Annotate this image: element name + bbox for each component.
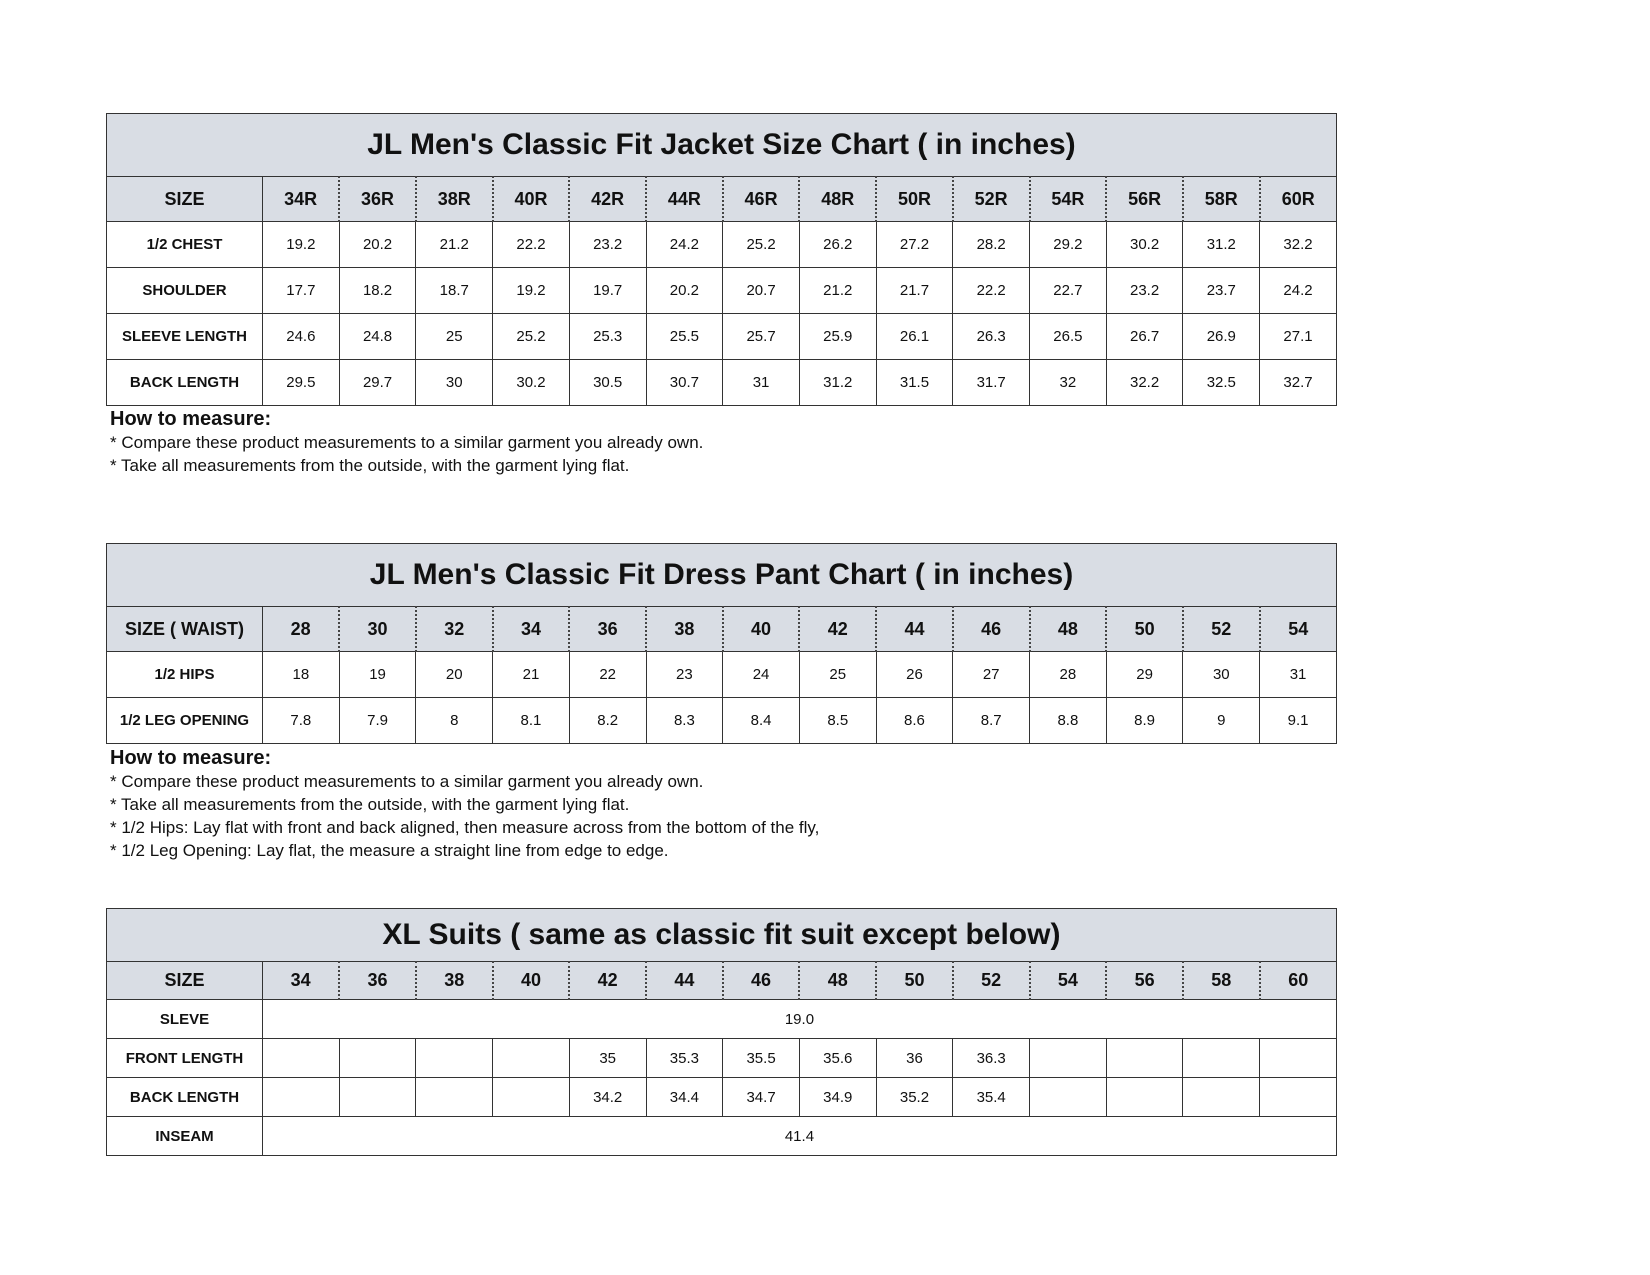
value-cell: 22.2	[493, 222, 570, 268]
value-cell: 32.7	[1260, 360, 1337, 406]
value-cell: 27.2	[876, 222, 953, 268]
value-cell: 36	[876, 1039, 953, 1078]
size-header-cell: 46	[723, 962, 800, 1000]
size-header-cell: 36	[569, 607, 646, 652]
jacket-size-table	[106, 113, 1337, 406]
size-header-cell: 30	[339, 607, 416, 652]
pant-size-table	[106, 543, 1337, 744]
value-cell	[1106, 1078, 1183, 1117]
row-label: BACK LENGTH	[107, 1078, 263, 1117]
size-header-cell: 34R	[263, 177, 340, 222]
value-cell	[1030, 1039, 1107, 1078]
value-cell: 27.1	[1260, 314, 1337, 360]
value-cell: 35.6	[799, 1039, 876, 1078]
value-cell: 30.7	[646, 360, 723, 406]
size-header-cell: 28	[263, 607, 340, 652]
notes-heading: How to measure:	[110, 747, 272, 769]
value-cell: 27	[953, 652, 1030, 698]
row-label: SHOULDER	[107, 268, 263, 314]
value-cell: 22.2	[953, 268, 1030, 314]
value-cell: 32	[1030, 360, 1107, 406]
value-cell: 9.1	[1260, 698, 1337, 744]
value-cell: 20.7	[723, 268, 800, 314]
value-cell: 8.5	[799, 698, 876, 744]
size-header-cell: 46R	[723, 177, 800, 222]
table-row	[107, 360, 1337, 406]
value-cell: 35	[569, 1039, 646, 1078]
value-cell: 31.7	[953, 360, 1030, 406]
value-cell: 20.2	[339, 222, 416, 268]
value-cell: 24	[723, 652, 800, 698]
size-header-cell: 50	[876, 962, 953, 1000]
pant-measure-notes	[110, 746, 819, 862]
pant-table-title: JL Men's Classic Fit Dress Pant Chart ( in inches)	[107, 544, 1337, 607]
value-cell: 26.3	[953, 314, 1030, 360]
size-header-cell: 48R	[799, 177, 876, 222]
size-header-cell: 52R	[953, 177, 1030, 222]
size-header-cell: 40	[723, 607, 800, 652]
value-cell: 29.2	[1030, 222, 1107, 268]
value-cell: 32.2	[1260, 222, 1337, 268]
value-cell: 24.2	[646, 222, 723, 268]
value-cell: 30	[1183, 652, 1260, 698]
value-cell: 7.9	[339, 698, 416, 744]
value-cell	[1260, 1039, 1337, 1078]
value-cell: 19	[339, 652, 416, 698]
value-cell: 19.2	[263, 222, 340, 268]
size-header-cell: 48	[1030, 607, 1107, 652]
table-row	[107, 1078, 1337, 1117]
value-cell: 30.5	[569, 360, 646, 406]
value-cell: 25.3	[569, 314, 646, 360]
value-cell: 28.2	[953, 222, 1030, 268]
value-cell: 9	[1183, 698, 1260, 744]
size-header-cell: 52	[1183, 607, 1260, 652]
size-header-cell: 48	[799, 962, 876, 1000]
jacket-measure-notes	[110, 407, 703, 477]
notes-heading: How to measure:	[110, 408, 272, 430]
size-header-cell: 44	[646, 962, 723, 1000]
value-cell: 30.2	[1106, 222, 1183, 268]
xl-size-header: SIZE	[107, 962, 263, 1000]
jacket-table-title: JL Men's Classic Fit Jacket Size Chart ( in inches)	[107, 114, 1337, 177]
value-cell: 31.5	[876, 360, 953, 406]
size-header-cell: 34	[493, 607, 570, 652]
value-cell: 34.7	[723, 1078, 800, 1117]
table-row	[107, 698, 1337, 744]
note-line: * 1/2 Hips: Lay flat with front and back aligned, then measure across from the bottom of the fly,	[110, 818, 820, 837]
value-cell	[1183, 1039, 1260, 1078]
note-line: * Take all measurements from the outside, with the garment lying flat.	[110, 795, 630, 814]
table-row	[107, 222, 1337, 268]
value-cell: 19.2	[493, 268, 570, 314]
size-header-cell: 36R	[339, 177, 416, 222]
value-cell: 35.4	[953, 1078, 1030, 1117]
size-header-cell: 54	[1260, 607, 1337, 652]
value-cell: 25	[799, 652, 876, 698]
note-line: * 1/2 Leg Opening: Lay flat, the measure a straight line from edge to edge.	[110, 841, 669, 860]
value-cell: 23.7	[1183, 268, 1260, 314]
value-cell: 24.2	[1260, 268, 1337, 314]
value-cell: 26	[876, 652, 953, 698]
value-cell: 23	[646, 652, 723, 698]
value-cell: 29.7	[339, 360, 416, 406]
value-cell: 8.1	[493, 698, 570, 744]
size-header-cell: 50	[1106, 607, 1183, 652]
row-label: BACK LENGTH	[107, 360, 263, 406]
value-cell: 21.7	[876, 268, 953, 314]
size-header-cell: 42R	[569, 177, 646, 222]
value-cell: 35.5	[723, 1039, 800, 1078]
table-row	[107, 1000, 1337, 1039]
value-cell	[339, 1078, 416, 1117]
size-header-cell: 38	[416, 962, 493, 1000]
size-header-cell: 54R	[1030, 177, 1107, 222]
value-cell: 18.2	[339, 268, 416, 314]
note-line: * Compare these product measurements to a similar garment you already own.	[110, 433, 704, 452]
value-cell: 25	[416, 314, 493, 360]
row-label: SLEVE	[107, 1000, 263, 1039]
table-row	[107, 268, 1337, 314]
value-cell: 8.2	[569, 698, 646, 744]
row-label: SLEEVE LENGTH	[107, 314, 263, 360]
value-cell: 26.5	[1030, 314, 1107, 360]
value-cell: 8.3	[646, 698, 723, 744]
value-cell: 25.2	[723, 222, 800, 268]
table-row	[107, 652, 1337, 698]
value-cell: 35.2	[876, 1078, 953, 1117]
size-header-cell: 60	[1260, 962, 1337, 1000]
size-header-cell: 58	[1183, 962, 1260, 1000]
pant-size-header: SIZE ( WAIST)	[107, 607, 263, 652]
size-header-cell: 44R	[646, 177, 723, 222]
table-row	[107, 1039, 1337, 1078]
value-cell: 32.2	[1106, 360, 1183, 406]
value-cell: 24.8	[339, 314, 416, 360]
inseam-value: 41.4	[263, 1117, 1337, 1156]
value-cell	[416, 1078, 493, 1117]
row-label: 1/2 LEG OPENING	[107, 698, 263, 744]
size-header-cell: 56R	[1106, 177, 1183, 222]
value-cell	[1106, 1039, 1183, 1078]
value-cell: 34.4	[646, 1078, 723, 1117]
value-cell	[263, 1078, 340, 1117]
value-cell: 30	[416, 360, 493, 406]
size-header-cell: 44	[876, 607, 953, 652]
value-cell: 8.8	[1030, 698, 1107, 744]
value-cell	[493, 1039, 570, 1078]
value-cell: 7.8	[263, 698, 340, 744]
value-cell: 30.2	[493, 360, 570, 406]
value-cell: 36.3	[953, 1039, 1030, 1078]
value-cell: 34.2	[569, 1078, 646, 1117]
value-cell: 35.3	[646, 1039, 723, 1078]
value-cell: 21.2	[799, 268, 876, 314]
value-cell: 21	[493, 652, 570, 698]
value-cell: 18	[263, 652, 340, 698]
size-header-cell: 58R	[1183, 177, 1260, 222]
value-cell	[1183, 1078, 1260, 1117]
table-row	[107, 314, 1337, 360]
value-cell: 22.7	[1030, 268, 1107, 314]
xl-table-title: XL Suits ( same as classic fit suit except below)	[107, 909, 1337, 962]
row-label: FRONT LENGTH	[107, 1039, 263, 1078]
size-header-cell: 56	[1106, 962, 1183, 1000]
value-cell: 8.6	[876, 698, 953, 744]
value-cell	[339, 1039, 416, 1078]
value-cell: 31.2	[799, 360, 876, 406]
value-cell: 8.4	[723, 698, 800, 744]
value-cell: 23.2	[1106, 268, 1183, 314]
size-header-cell: 38R	[416, 177, 493, 222]
value-cell: 28	[1030, 652, 1107, 698]
jacket-size-header: SIZE	[107, 177, 263, 222]
size-header-cell: 32	[416, 607, 493, 652]
sleeve-value: 19.0	[263, 1000, 1337, 1039]
value-cell: 25.5	[646, 314, 723, 360]
value-cell: 8	[416, 698, 493, 744]
value-cell: 19.7	[569, 268, 646, 314]
size-header-cell: 38	[646, 607, 723, 652]
size-header-cell: 40	[493, 962, 570, 1000]
value-cell: 25.7	[723, 314, 800, 360]
size-header-cell: 60R	[1260, 177, 1337, 222]
value-cell	[1030, 1078, 1107, 1117]
row-label: INSEAM	[107, 1117, 263, 1156]
value-cell: 29	[1106, 652, 1183, 698]
value-cell: 25.9	[799, 314, 876, 360]
value-cell: 29.5	[263, 360, 340, 406]
size-header-cell: 46	[953, 607, 1030, 652]
value-cell	[1260, 1078, 1337, 1117]
size-header-cell: 50R	[876, 177, 953, 222]
xl-suits-table	[106, 908, 1337, 1156]
size-header-cell: 34	[263, 962, 340, 1000]
value-cell: 32.5	[1183, 360, 1260, 406]
value-cell	[493, 1078, 570, 1117]
value-cell: 8.7	[953, 698, 1030, 744]
row-label: 1/2 CHEST	[107, 222, 263, 268]
value-cell: 18.7	[416, 268, 493, 314]
value-cell: 20.2	[646, 268, 723, 314]
table-row	[107, 1117, 1337, 1156]
note-line: * Take all measurements from the outside, with the garment lying flat.	[110, 456, 630, 475]
value-cell: 34.9	[799, 1078, 876, 1117]
value-cell: 26.9	[1183, 314, 1260, 360]
size-header-cell: 54	[1030, 962, 1107, 1000]
value-cell: 24.6	[263, 314, 340, 360]
value-cell: 26.7	[1106, 314, 1183, 360]
row-label: 1/2 HIPS	[107, 652, 263, 698]
size-header-cell: 42	[799, 607, 876, 652]
value-cell: 22	[569, 652, 646, 698]
value-cell: 23.2	[569, 222, 646, 268]
value-cell: 17.7	[263, 268, 340, 314]
value-cell: 20	[416, 652, 493, 698]
value-cell: 26.2	[799, 222, 876, 268]
note-line: * Compare these product measurements to a similar garment you already own.	[110, 772, 704, 791]
size-header-cell: 52	[953, 962, 1030, 1000]
size-header-cell: 42	[569, 962, 646, 1000]
value-cell: 25.2	[493, 314, 570, 360]
value-cell: 21.2	[416, 222, 493, 268]
value-cell	[263, 1039, 340, 1078]
value-cell: 31	[723, 360, 800, 406]
size-header-cell: 36	[339, 962, 416, 1000]
value-cell	[416, 1039, 493, 1078]
size-header-cell: 40R	[493, 177, 570, 222]
value-cell: 26.1	[876, 314, 953, 360]
value-cell: 31.2	[1183, 222, 1260, 268]
value-cell: 8.9	[1106, 698, 1183, 744]
value-cell: 31	[1260, 652, 1337, 698]
